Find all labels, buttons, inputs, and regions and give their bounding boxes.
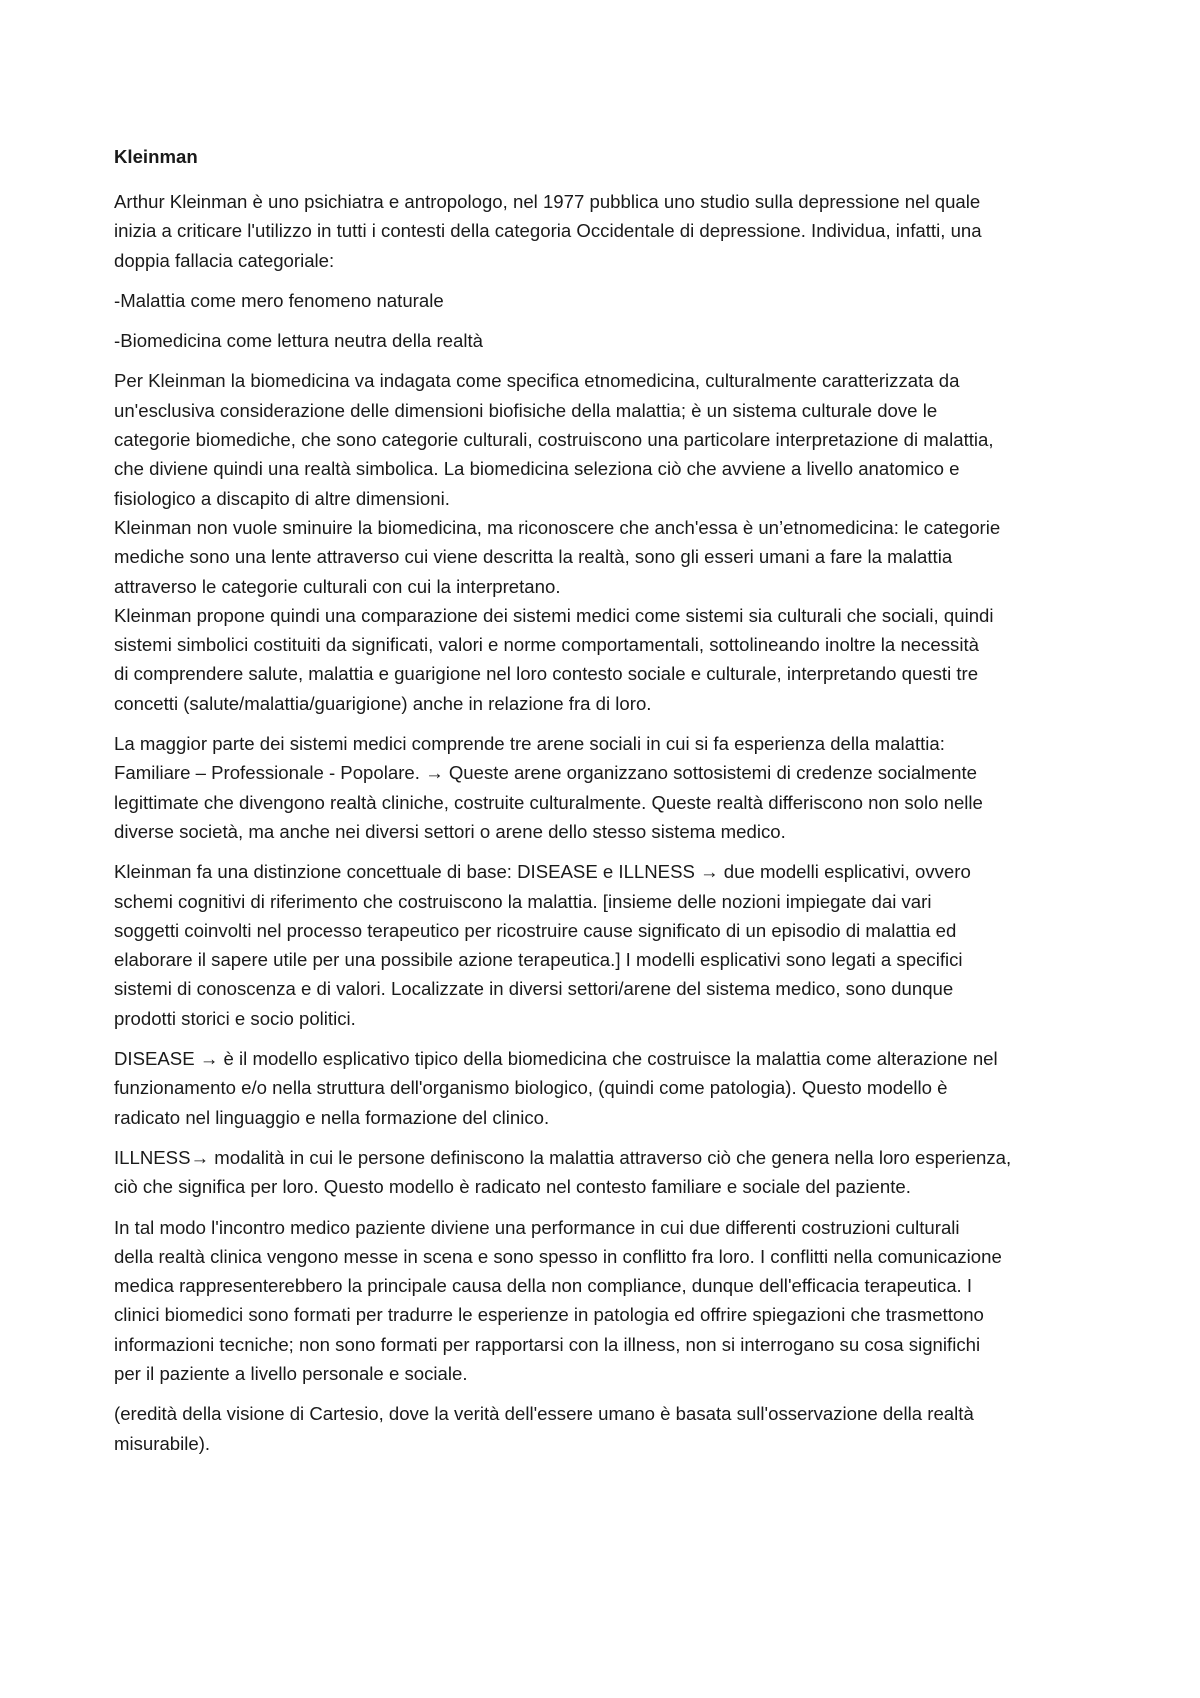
text-line: DISEASE → è il modello esplicativo tipico della biomedicina che costruisce la malattia come alterazione nel bbox=[114, 1048, 998, 1070]
text-line: radicato nel linguaggio e nella formazione del clinico. bbox=[114, 1106, 550, 1128]
text-line: Per Kleinman la biomedicina va indagata come specifica etnomedicina, culturalmente caratterizzata da bbox=[114, 370, 960, 392]
text-line: In tal modo l'incontro medico paziente diviene una performance in cui due differenti costruzioni culturali bbox=[114, 1216, 960, 1238]
text-line: Kleinman non vuole sminuire la biomedicina, ma riconoscere che anch'essa è un’etnomedicina: le categorie bbox=[114, 516, 1001, 538]
text-line: doppia fallacia categoriale: bbox=[114, 249, 335, 271]
text-line: La maggior parte dei sistemi medici comprende tre arene sociali in cui si fa esperienza della malattia: bbox=[114, 733, 945, 755]
text-line: fisiologico a discapito di altre dimensioni. bbox=[114, 487, 450, 509]
text-line: prodotti storici e socio politici. bbox=[114, 1007, 356, 1029]
paragraph bbox=[114, 729, 1104, 846]
text-line: sistemi simbolici costituiti da significati, valori e norme comportamentali, sottolineando inoltre la necessità bbox=[114, 634, 979, 656]
text-line: medica rappresenterebbero la principale causa della non compliance, dunque dell'efficacia terapeutica. I bbox=[114, 1275, 973, 1297]
paragraph bbox=[114, 187, 1104, 275]
text-line: Kleinman fa una distinzione concettuale di base: DISEASE e ILLNESS → due modelli esplicativi, ovvero bbox=[114, 861, 971, 883]
text-line: diverse società, ma anche nei diversi settori o arene dello stesso sistema medico. bbox=[114, 820, 786, 842]
text-line: soggetti coinvolti nel processo terapeutico per ricostruire cause significato di un episodio di malattia ed bbox=[114, 919, 957, 941]
text-line: Arthur Kleinman è uno psichiatra e antropologo, nel 1977 pubblica uno studio sulla depressione nel quale bbox=[114, 191, 981, 212]
text-line: mediche sono una lente attraverso cui viene descritta la realtà, sono gli esseri umani a fare la malattia bbox=[114, 546, 953, 568]
text-line: schemi cognitivi di riferimento che costruiscono la malattia. [insieme delle nozioni impiegate dai vari bbox=[114, 890, 932, 912]
document-body bbox=[114, 142, 1104, 1469]
paragraph bbox=[114, 513, 1104, 601]
text-line: Familiare – Professionale - Popolare. → Queste arene organizzano sottosistemi di credenze socialmente bbox=[114, 762, 977, 784]
text-line: funzionamento e/o nella struttura dell'organismo biologico, (quindi come patologia). Questo modello è bbox=[114, 1077, 948, 1099]
text-line: (eredità della visione di Cartesio, dove la verità dell'essere umano è basata sull'osservazione della realtà bbox=[114, 1403, 974, 1425]
text-line: per il paziente a livello personale e sociale. bbox=[114, 1362, 468, 1384]
text-line: ciò che significa per loro. Questo modello è radicato nel contesto familiare e sociale del paziente. bbox=[114, 1176, 911, 1198]
document-title: Kleinman bbox=[114, 146, 198, 167]
text-line: che diviene quindi una realtà simbolica. La biomedicina seleziona ciò che avviene a livello anatomico e bbox=[114, 458, 960, 480]
paragraph bbox=[114, 1044, 1104, 1132]
text-line: categorie biomediche, che sono categorie culturali, costruiscono una particolare interpretazione di malattia, bbox=[114, 429, 994, 451]
paragraph bbox=[114, 366, 1104, 512]
text-line: un'esclusiva considerazione delle dimensioni biofisiche della malattia; è un sistema culturale dove le bbox=[114, 399, 938, 421]
text-line: sistemi di conoscenza e di valori. Localizzate in diversi settori/arene del sistema medico, sono dunque bbox=[114, 978, 954, 1000]
text-line: Kleinman propone quindi una comparazione dei sistemi medici come sistemi sia culturali che sociali, quindi bbox=[114, 604, 994, 626]
text-line: -Biomedicina come lettura neutra della realtà bbox=[114, 330, 483, 352]
paragraph bbox=[114, 601, 1104, 718]
text-line: informazioni tecniche; non sono formati per rapportarsi con la illness, non si interrogano su cosa significhi bbox=[114, 1333, 981, 1355]
paragraph bbox=[114, 857, 1104, 1033]
text-line: ILLNESS→ modalità in cui le persone definiscono la malattia attraverso ciò che genera nella loro esperienza, bbox=[114, 1146, 1012, 1168]
text-line: elaborare il sapere utile per una possibile azione terapeutica.] I modelli esplicativi sono legati a specifici bbox=[114, 949, 963, 971]
text-line: inizia a criticare l'utilizzo in tutti i contesti della categoria Occidentale di depressione. Individua, infatti, una bbox=[114, 220, 982, 242]
paragraph bbox=[114, 326, 1104, 355]
text-line: concetti (salute/malattia/guarigione) anche in relazione fra di loro. bbox=[114, 692, 652, 714]
text-line: attraverso le categorie culturali con cui la interpretano. bbox=[114, 575, 561, 597]
text-line: legittimate che divengono realtà cliniche, costruite culturalmente. Queste realtà differiscono non solo nelle bbox=[114, 791, 983, 813]
text-line: clinici biomedici sono formati per tradurre le esperienze in patologia ed offrire spiegazioni che trasmettono bbox=[114, 1304, 984, 1326]
paragraph bbox=[114, 1399, 1104, 1458]
paragraph-list bbox=[114, 187, 1104, 1458]
text-line: della realtà clinica vengono messe in scena e sono spesso in conflitto fra loro. I conflitti nella comunicazione bbox=[114, 1245, 1002, 1267]
text-line: di comprendere salute, malattia e guarigione nel loro contesto sociale e culturale, interpretando questi tre bbox=[114, 663, 979, 685]
text-line: -Malattia come mero fenomeno naturale bbox=[114, 289, 444, 311]
paragraph bbox=[114, 286, 1104, 315]
paragraph bbox=[114, 1213, 1104, 1389]
text-line: misurabile). bbox=[114, 1432, 211, 1454]
paragraph bbox=[114, 1143, 1104, 1202]
